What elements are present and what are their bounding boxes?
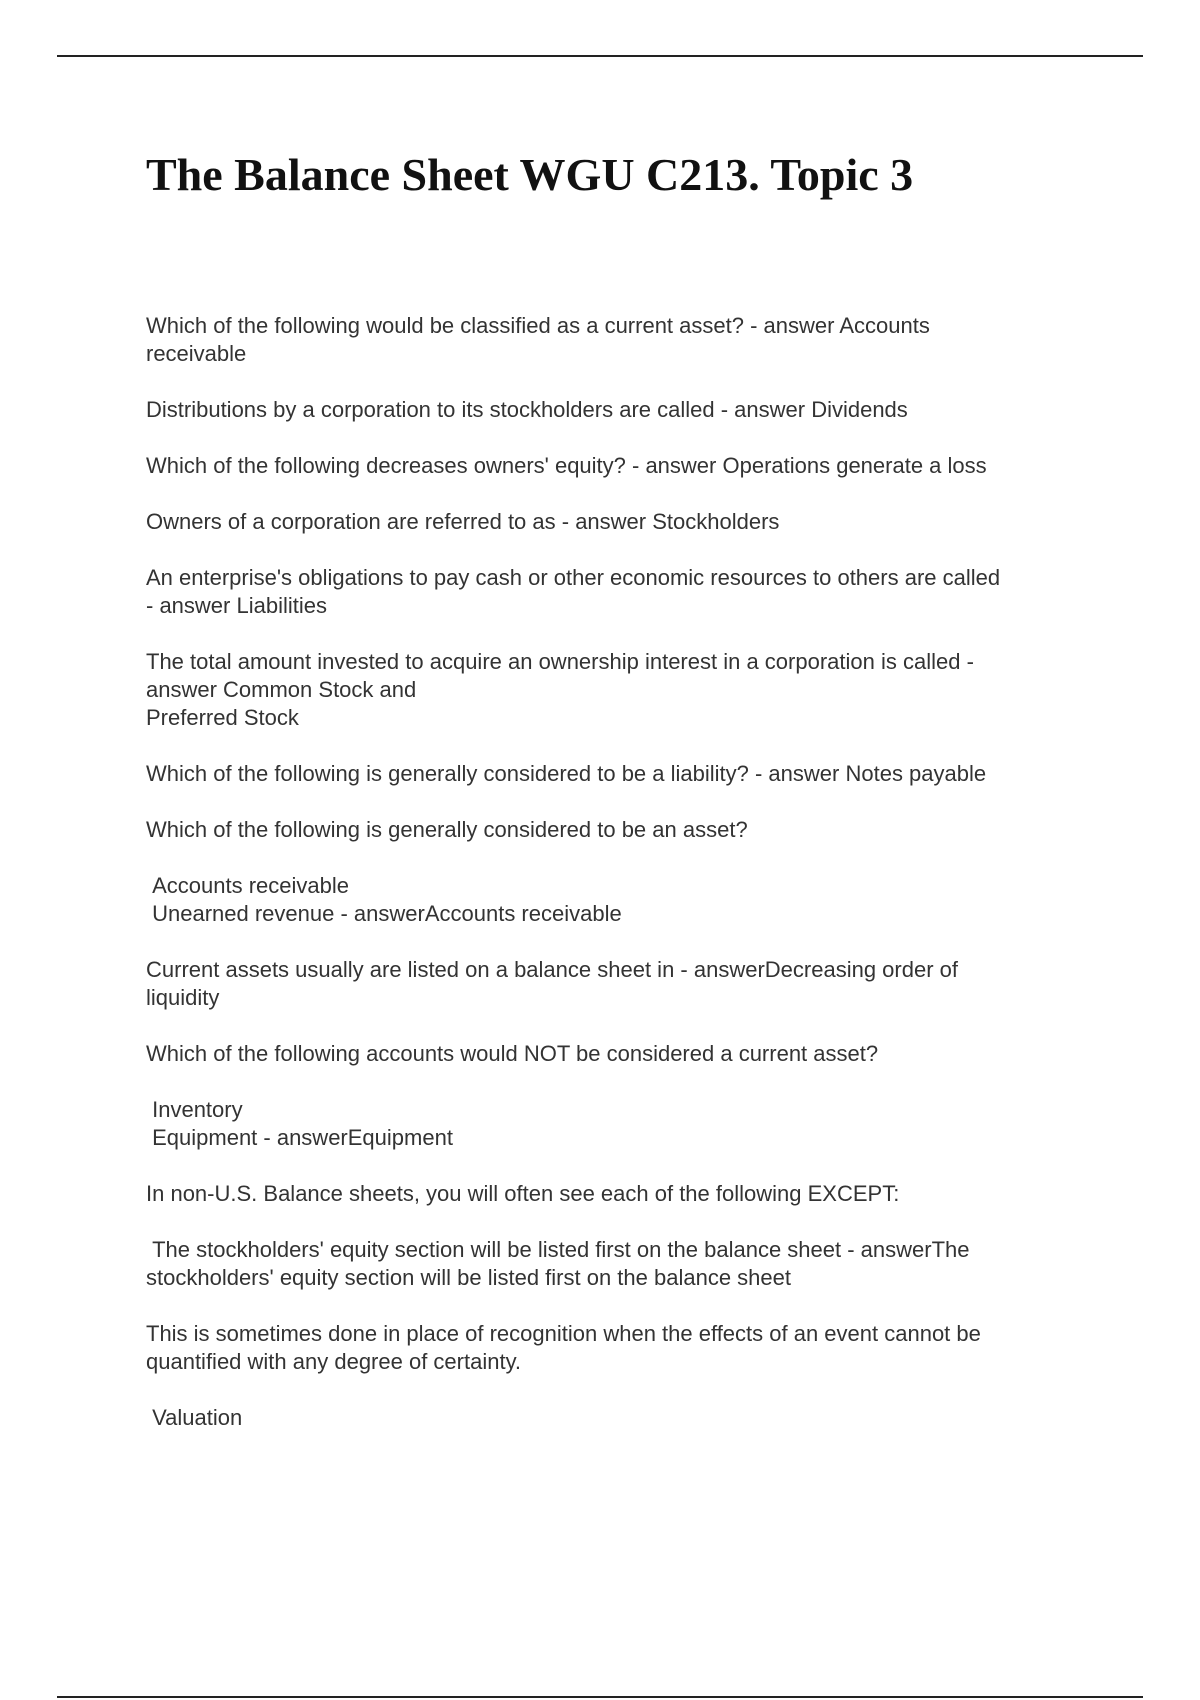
qa-paragraph — [146, 760, 1096, 788]
text-line: Which of the following is generally considered to be an asset? — [146, 817, 748, 842]
text-line: In non-U.S. Balance sheets, you will often see each of the following EXCEPT: — [146, 1181, 900, 1206]
qa-paragraph — [146, 452, 1096, 480]
text-line: Current assets usually are listed on a balance sheet in - answerDecreasing order of — [146, 957, 958, 982]
qa-paragraph — [146, 396, 1096, 424]
qa-paragraph — [146, 1236, 1096, 1292]
text-line: Preferred Stock — [146, 705, 299, 730]
text-line: Which of the following would be classified as a current asset? - answer Accounts — [146, 313, 930, 338]
qa-paragraph — [146, 1320, 1096, 1376]
qa-paragraph — [146, 508, 1096, 536]
text-line: Accounts receivable — [146, 873, 349, 898]
text-line: Which of the following is generally considered to be a liability? - answer Notes payable — [146, 761, 987, 786]
text-line: Valuation — [146, 1405, 243, 1430]
text-line: quantified with any degree of certainty. — [146, 1349, 522, 1374]
qa-paragraph — [146, 1040, 1096, 1068]
top-rule — [57, 55, 1143, 57]
text-line: stockholders' equity section will be listed first on the balance sheet — [146, 1265, 791, 1290]
text-line: answer Common Stock and — [146, 677, 417, 702]
text-line: Which of the following decreases owners' equity? - answer Operations generate a loss — [146, 453, 987, 478]
text-line: liquidity — [146, 985, 220, 1010]
text-line: - answer Liabilities — [146, 593, 327, 618]
text-line: This is sometimes done in place of recognition when the effects of an event cannot be — [146, 1321, 981, 1346]
bottom-rule — [57, 1696, 1143, 1698]
qa-paragraph — [146, 1180, 1096, 1208]
qa-paragraph — [146, 312, 1096, 368]
text-line: Distributions by a corporation to its stockholders are called - answer Dividends — [146, 397, 908, 422]
text-line: Which of the following accounts would NOT be considered a current asset? — [146, 1041, 879, 1066]
text-line: The stockholders' equity section will be listed first on the balance sheet - answerThe — [146, 1237, 970, 1262]
text-line: The total amount invested to acquire an ownership interest in a corporation is called - — [146, 649, 974, 674]
text-line: An enterprise's obligations to pay cash or other economic resources to others are called — [146, 565, 1001, 590]
qa-paragraph — [146, 872, 1096, 928]
text-line: Equipment - answerEquipment — [146, 1125, 453, 1150]
qa-content — [146, 312, 1096, 1460]
qa-paragraph — [146, 564, 1096, 620]
qa-paragraph — [146, 648, 1096, 732]
text-line: receivable — [146, 341, 247, 366]
document-title: The Balance Sheet WGU C213. Topic 3 — [146, 149, 914, 200]
text-line: Inventory — [146, 1097, 243, 1122]
qa-paragraph — [146, 816, 1096, 844]
qa-paragraph — [146, 1404, 1096, 1432]
text-line: Unearned revenue - answerAccounts receivable — [146, 901, 622, 926]
qa-paragraph — [146, 1096, 1096, 1152]
text-line: Owners of a corporation are referred to as - answer Stockholders — [146, 509, 780, 534]
qa-paragraph — [146, 956, 1096, 1012]
